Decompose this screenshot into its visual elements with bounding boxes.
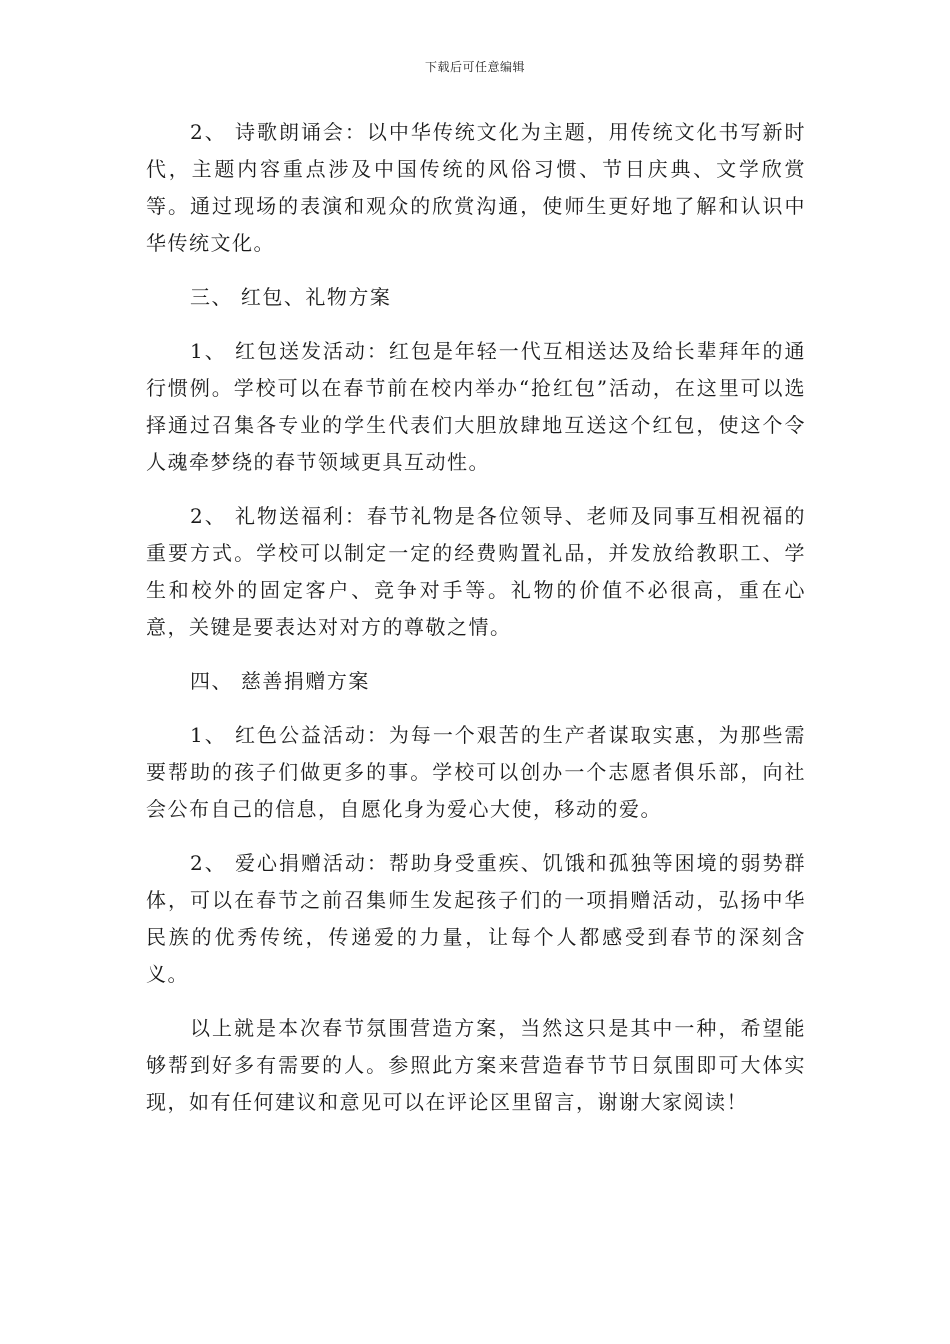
section-heading-red-envelope-gifts: 三、 红包、礼物方案 — [190, 285, 392, 309]
page-header: 下载后可任意编辑 — [424, 60, 525, 74]
document-body — [146, 114, 806, 1138]
section-heading-charity-donation: 四、 慈善捐赠方案 — [190, 669, 370, 693]
paragraph-love-donation-activity: 2、 爱心捐赠活动：帮助身受重疾、饥饿和孤独等困境的弱势群体，可以在春节之前召集师生发起孩子们的一项捐赠活动，弘扬中华民族的优秀传统，传递爱的力量，让每个人都感受到春节的深刻含义。 — [146, 851, 806, 986]
paragraph-red-envelope-activity: 1、 红包送发活动：红包是年轻一代互相送达及给长辈拜年的通行惯例。学校可以在春节前在校内举办“抢红包”活动，在这里可以选择通过召集各专业的学生代表们大胆放肆地互送这个红包，使这个令人魂牵梦绕的春节领域更具互动性。 — [146, 339, 806, 474]
paragraph-conclusion: 以上就是本次春节氛围营造方案，当然这只是其中一种，希望能够帮到好多有需要的人。参照此方案来营造春节节日氛围即可大体实现，如有任何建议和意见可以在评论区里留言，谢谢大家阅读！ — [146, 1016, 806, 1114]
paragraph-poetry-recital: 2、 诗歌朗诵会：以中华传统文化为主题，用传统文化书写新时代，主题内容重点涉及中国传统的风俗习惯、节日庆典、文学欣赏等。通过现场的表演和观众的欣赏沟通，使师生更好地了解和认识中华传统文化。 — [146, 120, 806, 255]
paragraph-red-charity-activity: 1、 红色公益活动：为每一个艰苦的生产者谋取实惠，为那些需要帮助的孩子们做更多的事。学校可以创办一个志愿者俱乐部，向社会公布自己的信息，自愿化身为爱心大使，移动的爱。 — [146, 723, 806, 821]
paragraph-gift-benefits: 2、 礼物送福利：春节礼物是各位领导、老师及同事互相祝福的重要方式。学校可以制定一定的经费购置礼品，并发放给教职工、学生和校外的固定客户、竞争对手等。礼物的价值不必很高，重在心意，关键是要表达对对方的尊敬之情。 — [146, 504, 806, 639]
